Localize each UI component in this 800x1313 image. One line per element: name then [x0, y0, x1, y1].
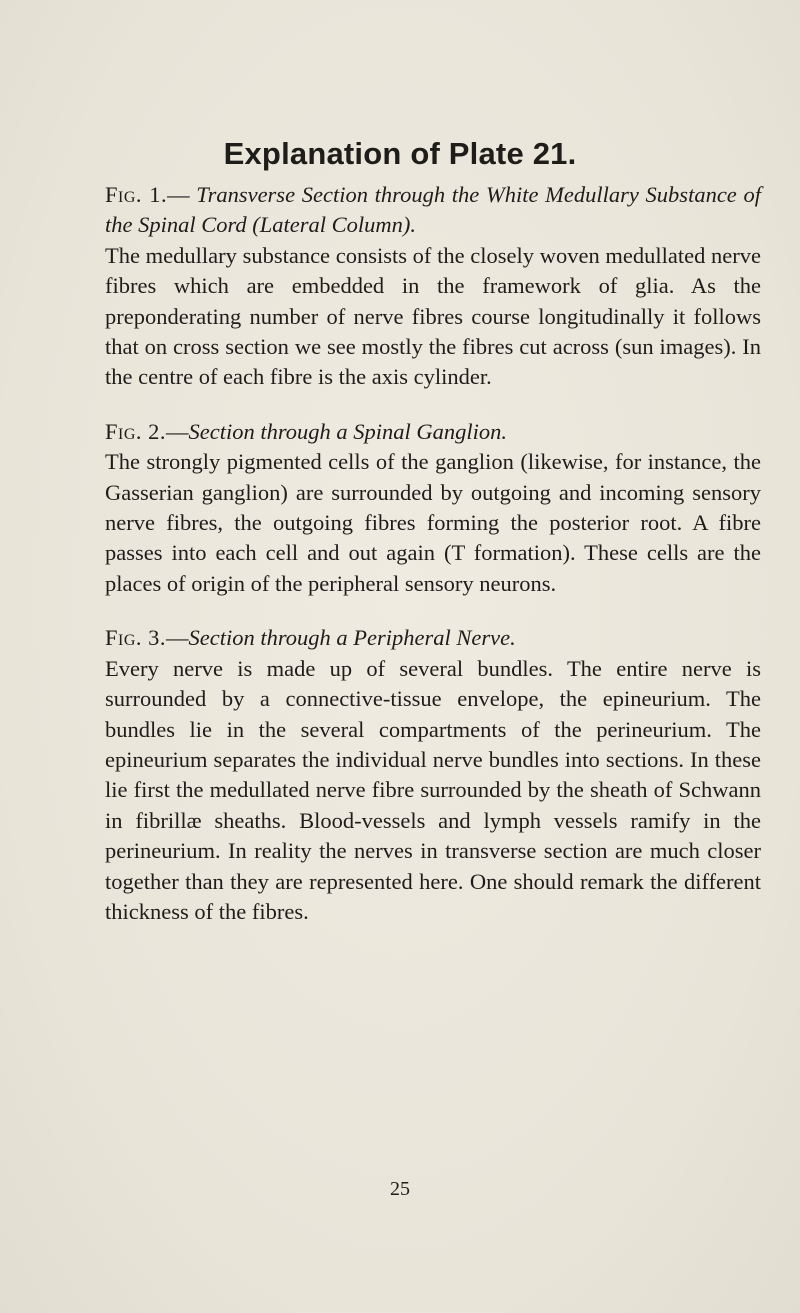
figure-2-explanation [105, 417, 761, 599]
figure-3-dash: — [166, 625, 189, 651]
figure-3-explanation [105, 623, 761, 927]
figure-1-dash: — [167, 182, 197, 207]
figure-3-body: Every nerve is made up of several bundles. The entire nerve is surrounded by a connective-tissue envelope, the epineurium. The bundles lie in the several compartments of the perineurium. The epineurium separates the individual nerve bundles into sections. In these lie first the medullated nerve fibre surrounded by the sheath of Schwann in fibrillæ sheaths. Blood-vessels and lymph vessels ramify in the perineurium. In reality the nerves in transverse section are much closer together than they are represented here. One should remark the different thickness of the fibres. [105, 655, 761, 924]
figure-1-heading [105, 180, 761, 241]
figure-1-body: The medullary substance consists of the closely woven medullated nerve fibres which are embedded in the framework of glia. As the preponderating number of nerve fibres course longitudinally it follows that on cross section we see mostly the fibres cut across (sun images). In the centre of each fibre is the axis cylinder. [105, 242, 761, 390]
figure-2-number: Fig. 2. [105, 418, 167, 444]
figure-1-title: Transverse Section through the White Medullary Substance of the Spinal Cord (Lateral Column). [105, 182, 761, 238]
figure-2-title: Section through a Spinal Ganglion. [188, 418, 508, 444]
figure-1-number: Fig. 1. [105, 182, 168, 207]
page-number: 25 [390, 1178, 410, 1200]
figure-2-body: The strongly pigmented cells of the ganglion (likewise, for instance, the Gasserian ganglion) are surrounded by outgoing and incoming sensory nerve fibres, the outgoing fibres forming the posterior root. A fibre passes into each cell and out again (T formation). These cells are the places of origin of the peripheral sensory neurons. [105, 449, 761, 596]
figure-2-heading [105, 417, 761, 447]
figure-1-explanation [105, 180, 761, 393]
figure-3-title: Section through a Peripheral Nerve. [188, 625, 516, 651]
figure-3-number: Fig. 3. [105, 625, 167, 651]
explanation-text [105, 180, 761, 951]
figure-2-dash: — [166, 418, 189, 444]
page-title: Explanation of Plate 21. [223, 136, 577, 171]
figure-3-heading [105, 623, 761, 653]
